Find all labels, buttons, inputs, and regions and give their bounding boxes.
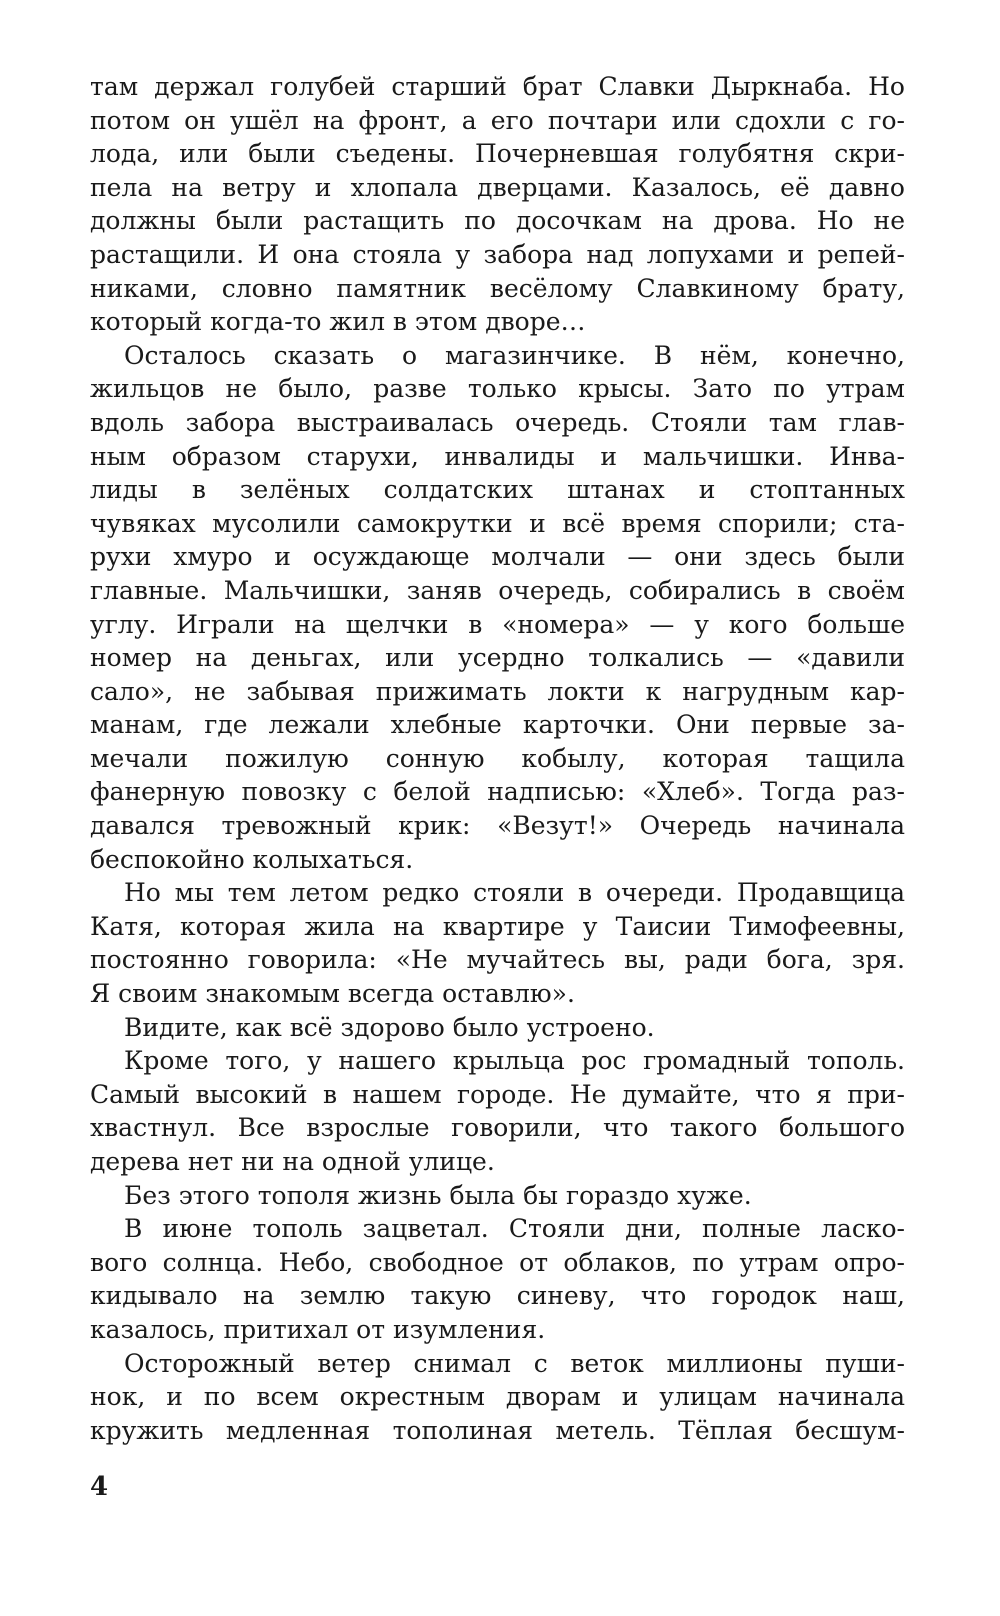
- text-line: манам, где лежали хлебные карточки. Они первые за-: [90, 710, 905, 740]
- text-line: В июне тополь зацветал. Стояли дни, полные ласко-: [124, 1214, 905, 1244]
- text-line: Самый высокий в нашем городе. Не думайте, что я при-: [90, 1079, 905, 1109]
- text-line: кружить медленная тополиная метель. Тёплая бесшум-: [90, 1415, 905, 1445]
- text-line: который когда-то жил в этом дворе…: [90, 307, 586, 337]
- text-line: Но мы тем летом редко стояли в очереди. Продавщица: [124, 878, 905, 908]
- text-line: вдоль забора выстраивалась очередь. Стояли там глав-: [90, 407, 905, 437]
- text-line: давался тревожный крик: «Везут!» Очередь начинала: [90, 811, 905, 841]
- text-line: никами, словно памятник весёлому Славкиному брату,: [90, 273, 905, 303]
- text-line: дерева нет ни на одной улице.: [90, 1147, 495, 1176]
- text-line: Видите, как всё здорово было устроено.: [124, 1012, 655, 1042]
- text-line: пела на ветру и хлопала дверцами. Казалось, её давно: [90, 172, 905, 202]
- text-line: номер на деньгах, или усердно толкались — «давили: [90, 643, 905, 673]
- text-line: кидывало на землю такую синеву, что городок наш,: [90, 1281, 905, 1311]
- text-line: беспокойно колыхаться.: [90, 844, 414, 874]
- text-line: ным образом старухи, инвалиды и мальчишки. Инва-: [90, 441, 905, 471]
- text-line: мечали пожилую сонную кобылу, которая тащила: [90, 743, 905, 773]
- text-line: лода, или были съедены. Почерневшая голубятня скри-: [90, 139, 905, 169]
- text-line: Кроме того, у нашего крыльца рос громадный тополь.: [124, 1046, 905, 1076]
- text-line: чувяках мусолили самокрутки и всё время спорили; ста-: [90, 508, 905, 538]
- text-line: потом он ушёл на фронт, а его почтари или сдохли с го-: [90, 105, 905, 135]
- body-text: [90, 70, 905, 1447]
- text-line: вого солнца. Небо, свободное от облаков, по утрам опро-: [90, 1247, 905, 1277]
- text-line: там держал голубей старший брат Славки Дыркнаба. Но: [90, 72, 905, 101]
- text-line: углу. Играли на щелчки в «номера» — у кого больше: [90, 609, 905, 639]
- text-line: должны были растащить по досочкам на дрова. Но не: [90, 206, 905, 236]
- text-line: Я своим знакомым всегда оставлю».: [90, 979, 575, 1009]
- text-line: Осторожный ветер снимал с веток миллионы пуши-: [124, 1348, 905, 1378]
- text-line: Катя, которая жила на квартире у Таисии Тимофеевны,: [90, 911, 905, 941]
- text-line: Без этого тополя жизнь была бы гораздо хуже.: [124, 1180, 752, 1210]
- text-line: Осталось сказать о магазинчике. В нём, конечно,: [124, 340, 905, 370]
- text-line: фанерную повозку с белой надписью: «Хлеб». Тогда раз-: [90, 777, 905, 807]
- text-line: главные. Мальчишки, заняв очередь, собирались в своём: [90, 575, 905, 605]
- text-line: лиды в зелёных солдатских штанах и стоптанных: [90, 475, 905, 505]
- text-line: растащили. И она стояла у забора над лопухами и репей-: [90, 239, 905, 269]
- text-line: рухи хмуро и осуждающе молчали — они здесь были: [90, 542, 905, 572]
- text-line: жильцов не было, разве только крысы. Зато по утрам: [90, 374, 905, 404]
- text-line: нок, и по всем окрестным дворам и улицам начинала: [90, 1382, 905, 1412]
- text-line: постоянно говорила: «Не мучайтесь вы, ради бога, зря.: [90, 945, 905, 975]
- page-number: 4: [90, 1472, 109, 1502]
- text-line: хвастнул. Все взрослые говорили, что такого большого: [90, 1113, 905, 1143]
- text-line: сало», не забывая прижимать локти к нагрудным кар-: [90, 676, 905, 706]
- text-line: казалось, притихал от изумления.: [90, 1314, 546, 1344]
